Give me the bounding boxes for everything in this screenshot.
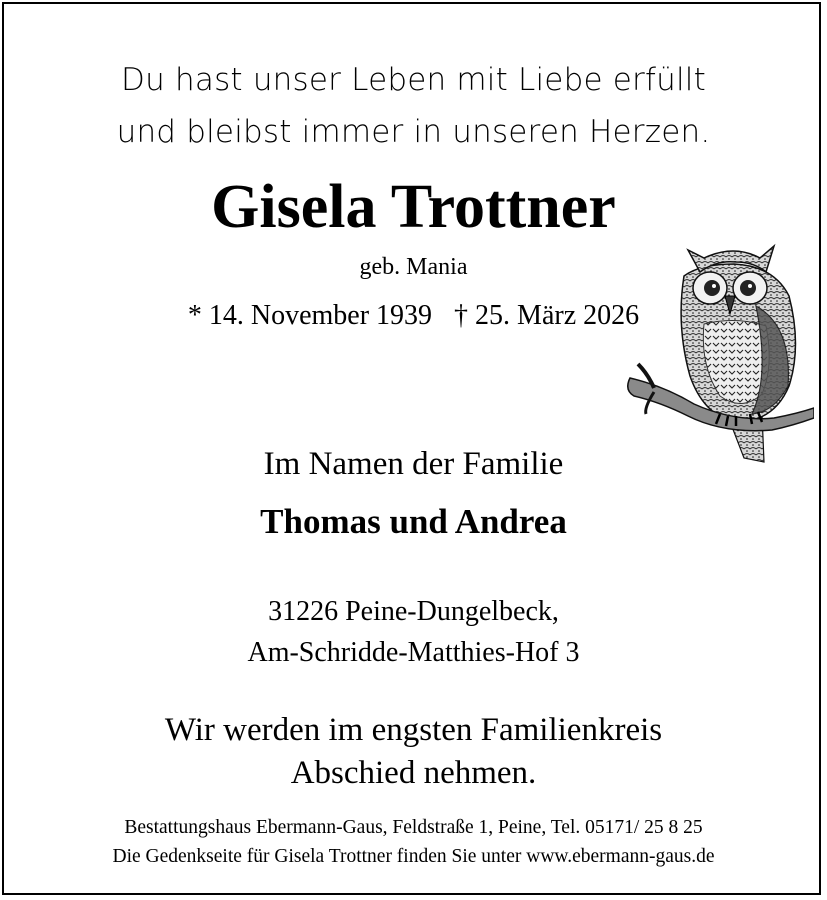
footer-funeral-home: Bestattungshaus Ebermann-Gaus, Feldstraße 1, Peine, Tel. 05171/ 25 8 25	[124, 817, 703, 838]
address-line-1: 31226 Peine-Dungelbeck,	[268, 596, 559, 627]
farewell-line-1: Wir werden im engsten Familienkreis	[164, 712, 663, 748]
address-line-2: Am-Schridde-Matthies-Hof 3	[247, 637, 580, 668]
family-intro: Im Namen der Familie	[263, 446, 564, 482]
farewell-line-2: Abschied nehmen.	[290, 755, 537, 791]
death-date: † 25. März 2026	[454, 300, 640, 331]
family-names: Thomas und Andrea	[260, 502, 567, 541]
birth-name: geb. Mania	[359, 254, 468, 280]
footer-memorial-page: Die Gedenkseite für Gisela Trottner finden Sie unter www.ebermann-gaus.de	[112, 846, 715, 867]
birth-date: * 14. November 1939	[187, 300, 433, 331]
owl-icon	[624, 236, 814, 466]
deceased-name: Gisela Trottner	[211, 173, 616, 241]
quote-line-2: und bleibst immer in unseren Herzen.	[116, 114, 711, 150]
quote-line-1: Du hast unser Leben mit Liebe erfüllt	[121, 62, 706, 98]
